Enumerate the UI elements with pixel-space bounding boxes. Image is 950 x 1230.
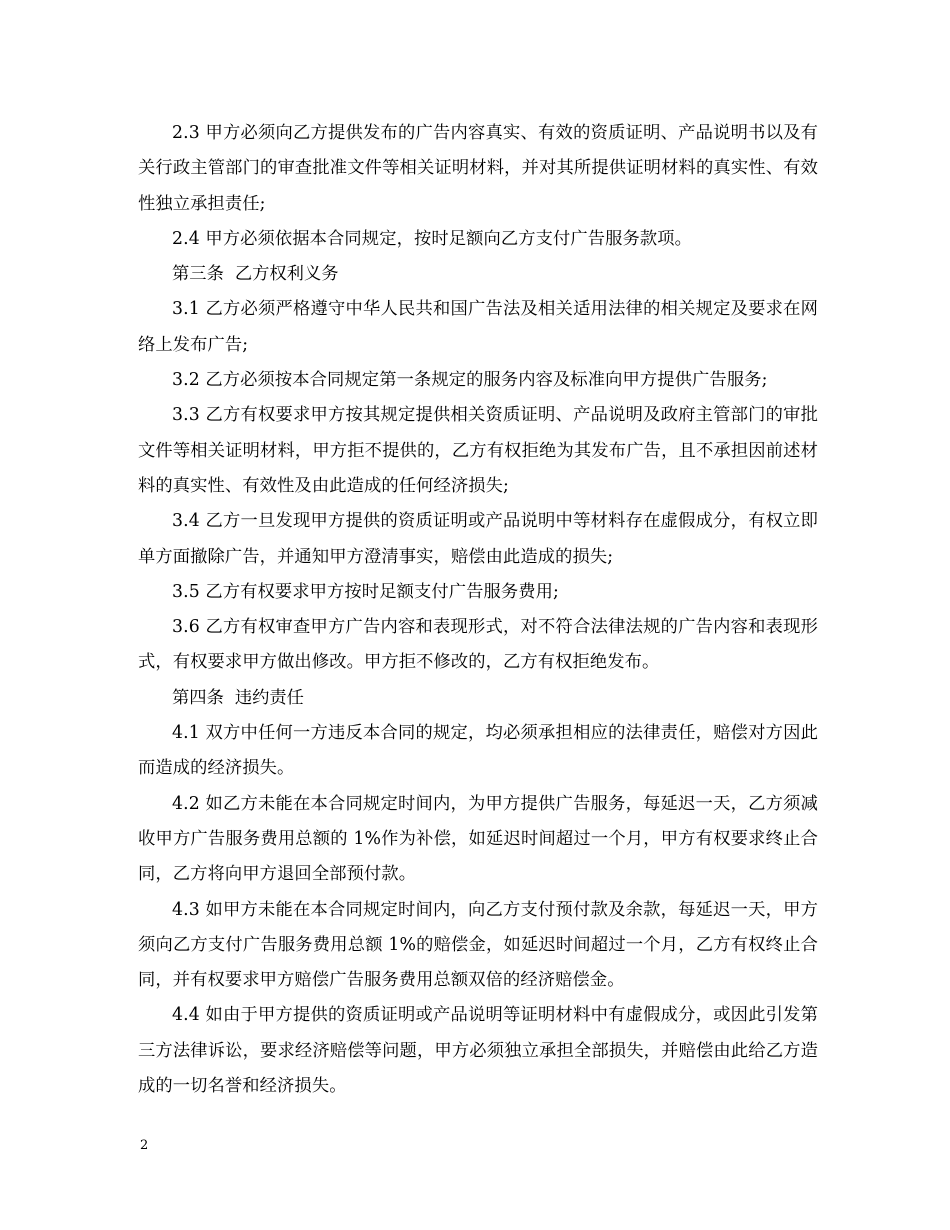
clause-4-4: 4.4 如由于甲方提供的资质证明或产品说明等证明材料中有虚假成分，或因此引发第三方法律诉讼，要求经济赔偿等问题，甲方必须独立承担全部损失，并赔偿由此给乙方造成的一切名誉和经济损失。 — [138, 1005, 818, 1097]
clause-2-4: 2.4 甲方必须依据本合同规定，按时足额向乙方支付广告服务款项。 — [172, 228, 693, 249]
clause-2-3: 2.3 甲方必须向乙方提供发布的广告内容真实、有效的资质证明、产品说明书以及有关行政主管部门的审查批准文件等相关证明材料，并对其所提供证明材料的真实性、有效性独立承担责任; — [138, 123, 818, 214]
clause-4-1: 4.1 双方中任何一方违反本合同的规定，均必须承担相应的法律责任，赔偿对方因此而造成的经济损失。 — [138, 723, 818, 779]
clause-3-3: 3.3 乙方有权要求甲方按其规定提供相关资质证明、产品说明及政府主管部门的审批文件等相关证明材料，甲方拒不提供的，乙方有权拒绝为其发布广告，且不承担因前述材料的真实性、有效性及由此造成的任何经济损失; — [138, 405, 818, 496]
article-4-heading: 第四条 违约责任 — [172, 687, 304, 708]
clause-4-3: 4.3 如甲方未能在本合同规定时间内，向乙方支付预付款及余款，每延迟一天，甲方须向乙方支付广告服务费用总额 1%的赔偿金，如延迟时间超过一个月，乙方有权终止合同，并有权要求甲方赔偿广告服务费用总额双倍的经济赔偿金。 — [138, 899, 818, 991]
clause-3-4: 3.4 乙方一旦发现甲方提供的资质证明或产品说明中等材料存在虚假成分，有权立即单方面撤除广告，并通知甲方澄清事实，赔偿由此造成的损失; — [138, 511, 818, 567]
clause-3-6: 3.6 乙方有权审查甲方广告内容和表现形式，对不符合法律法规的广告内容和表现形式，有权要求甲方做出修改。甲方拒不修改的，乙方有权拒绝发布。 — [138, 617, 818, 673]
clause-3-5: 3.5 乙方有权要求甲方按时足额支付广告服务费用; — [172, 581, 559, 602]
document-body — [138, 116, 818, 1104]
page-number: 2 — [140, 1138, 149, 1153]
article-3-heading: 第三条 乙方权利义务 — [172, 264, 339, 285]
clause-3-2: 3.2 乙方必须按本合同规定第一条规定的服务内容及标准向甲方提供广告服务; — [172, 370, 768, 391]
clause-3-1: 3.1 乙方必须严格遵守中华人民共和国广告法及相关适用法律的相关规定及要求在网络上发布广告; — [138, 299, 818, 355]
clause-4-2: 4.2 如乙方未能在本合同规定时间内，为甲方提供广告服务，每延迟一天，乙方须减收甲方广告服务费用总额的 1%作为补偿，如延迟时间超过一个月，甲方有权要求终止合同，乙方将向甲方退回全部预付款。 — [138, 793, 818, 885]
